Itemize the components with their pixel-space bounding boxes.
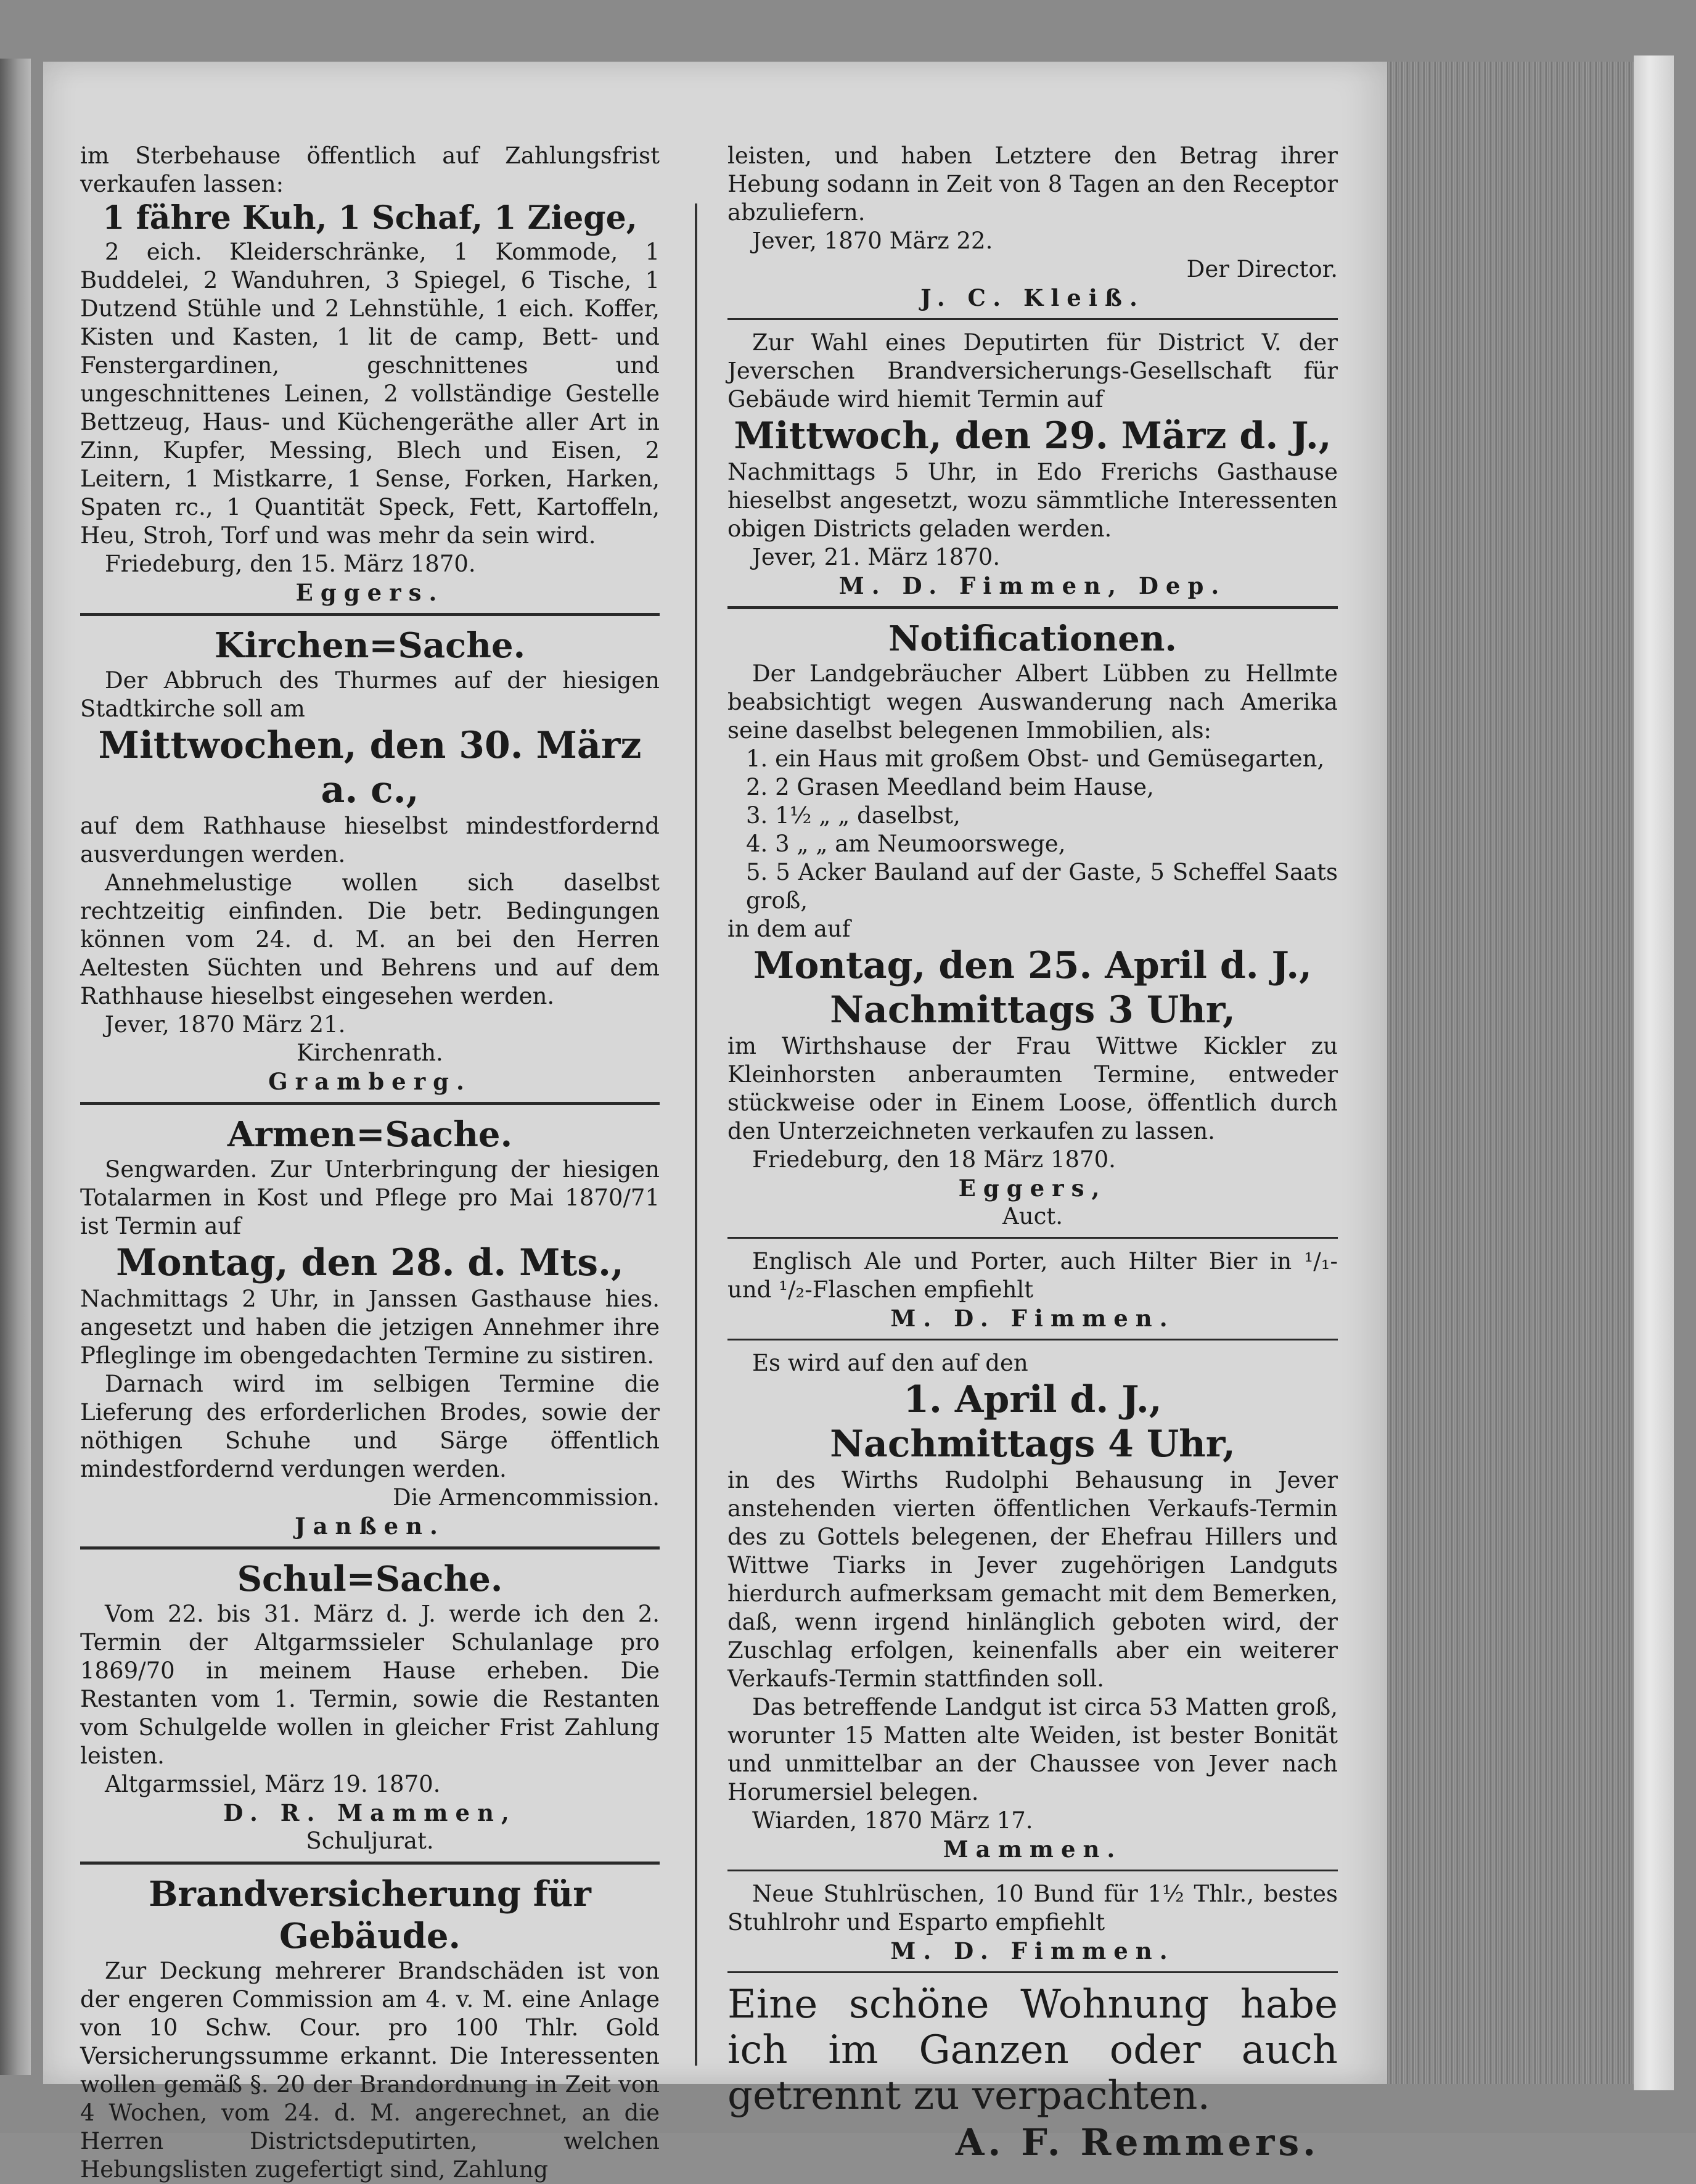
school-text: Vom 22. bis 31. März d. J. werde ich den 2. Termin der Altgarmssieler Schulanlage pro 1869/70 in meinem Hause erheben. Die Restanten vom 1. Termin, sowie die Restanten vom Schulgelde wollen in gleicher Frist Zahlung leisten.	[80, 1601, 660, 1769]
land-sale-date-2: Nachmittags 4 Uhr,	[830, 1422, 1235, 1466]
ale-signature: M. D. Fimmen.	[890, 1305, 1175, 1332]
election-text-2: Nachmittags 5 Uhr, in Edo Frerichs Gasthause hieselbst angesetzt, wozu sämmtliche Interessenten obigen Districts geladen werden.	[727, 459, 1338, 542]
left-column	[80, 142, 660, 2183]
notifications-signature: Eggers,	[958, 1175, 1107, 1202]
section-rule	[80, 1102, 660, 1105]
notifications-date-1: Montag, den 25. April d. J.,	[753, 944, 1313, 987]
estate-headline: 1 fähre Kuh, 1 Schaf, 1 Ziege,	[102, 199, 637, 237]
newspaper-page	[43, 62, 1387, 2183]
ale-text: Englisch Ale und Porter, auch Hilter Bier in ¹/₁- und ¹/₂-Flaschen empfiehlt	[727, 1248, 1338, 1303]
section-rule	[80, 613, 660, 616]
insurance-role: Der Director.	[1186, 256, 1338, 282]
fire-insurance-notice	[80, 1873, 660, 2184]
school-title: Schul=Sache.	[237, 1559, 503, 1599]
facing-page-edge	[0, 59, 31, 2075]
election-signature: M. D. Fimmen, Dep.	[838, 572, 1227, 599]
church-notice	[80, 625, 660, 1096]
notifications-notice	[727, 618, 1338, 1231]
land-sale-text-1: Es wird auf den auf den	[752, 1350, 1028, 1376]
land-sale-text-3: Das betreffende Landgut ist circa 53 Matten groß, worunter 15 Matten alte Weiden, ist bester Bonität und unmittelbar an der Chaussee von Jever nach Horumersiel belegen.	[727, 1694, 1338, 1805]
right-column	[727, 142, 1338, 2164]
poor-relief-notice	[80, 1114, 660, 1540]
section-rule	[80, 1862, 660, 1865]
notifications-text-3: im Wirthshause der Frau Wittwe Kickler zu Kleinhorsten anberaumten Termine, entweder stückweise oder in Einem Loose, öffentlich durch den Unterzeichneten verkaufen zu lassen.	[727, 1033, 1338, 1144]
chairs-advertisement	[727, 1880, 1338, 1965]
church-date: Mittwochen, den 30. März a. c.,	[98, 724, 642, 811]
notifications-title: Notificationen.	[888, 618, 1177, 659]
land-sale-place-date: Wiarden, 1870 März 17.	[752, 1807, 1033, 1834]
list-item: 3. 1½ „ „ daselbst,	[746, 802, 961, 829]
estate-intro: im Sterbehause öffentlich auf Zahlungsfrist verkaufen lassen:	[80, 142, 660, 197]
school-place-date: Altgarmssiel, März 19. 1870.	[105, 1771, 441, 1797]
estate-sale-notice	[80, 142, 660, 607]
land-sale-signature: Mammen.	[943, 1836, 1123, 1863]
election-text-1: Zur Wahl eines Deputirten für District V. der Jeverschen Brandversicherungs-Gesellschaft für Gebäude wird hiemit Termin auf	[727, 329, 1338, 413]
list-item: 5. 5 Acker Bauland auf der Gaste, 5 Scheffel Saats groß,	[746, 859, 1338, 914]
poor-date: Montag, den 28. d. Mts.,	[116, 1241, 624, 1284]
chairs-signature: M. D. Fimmen.	[890, 1937, 1175, 1964]
chairs-text: Neue Stuhlrüschen, 10 Bund für 1½ Thlr., bestes Stuhlrohr und Esparto empfiehlt	[727, 1881, 1338, 1936]
apartment-text: Eine schöne Wohnung habe ich im Ganzen oder auch getrennt zu verpachten.	[727, 1982, 1338, 2119]
election-place-date: Jever, 21. März 1870.	[752, 544, 1001, 570]
apartment-advertisement	[727, 1982, 1338, 2167]
section-rule	[80, 1546, 660, 1550]
section-rule	[727, 1971, 1338, 1973]
section-rule	[727, 1237, 1338, 1239]
poor-title: Armen=Sache.	[227, 1114, 513, 1155]
estate-items: 2 eich. Kleiderschränke, 1 Kommode, 1 Buddelei, 2 Wanduhren, 3 Spiegel, 6 Tische, 1 Dutzend Stühle und 2 Lehnstühle, 1 eich. Koffer, Kisten und Kasten, 1 lit de camp, Bett- und Fenstergardinen, geschnittenes und ungeschnittenes Leinen, 2 vollständige Gestelle Bettzeug, Haus- und Küchengeräthe aller Art in Zinn, Kupfer, Messing, Blech und Eisen, 2 Leitern, 1 Mistkarre, 1 Sense, Forken, Harken, Spaten rc., 1 Quantität Speck, Fett, Kartoffeln, Heu, Stroh, Torf und was mehr da sein wird.	[80, 239, 660, 549]
apartment-signature: A. F. Remmers.	[955, 2121, 1319, 2164]
land-sale-date-1: 1. April d. J.,	[903, 1378, 1162, 1421]
section-rule	[727, 1339, 1338, 1340]
notifications-text-1: Der Landgebräucher Albert Lübben zu Hellmte beabsichtigt wegen Auswanderung nach Amerika seine daselbst belegenen Immobilien, als:	[727, 660, 1338, 744]
estate-place-date: Friedeburg, den 15. März 1870.	[105, 551, 476, 577]
section-rule	[727, 606, 1338, 609]
section-rule	[727, 318, 1338, 320]
insurance-signature: J. C. Kleiß.	[920, 284, 1145, 311]
poor-text-1: Sengwarden. Zur Unterbringung der hiesigen Totalarmen in Kost und Pflege pro Mai 1870/71 ist Termin auf	[80, 1156, 660, 1239]
church-body: Kirchenrath.	[297, 1040, 443, 1066]
election-date: Mittwoch, den 29. März d. J.,	[734, 414, 1332, 458]
poor-body: Die Armencommission.	[392, 1484, 660, 1511]
notifications-date-2: Nachmittags 3 Uhr,	[830, 988, 1235, 1032]
poor-text-3: Darnach wird im selbigen Termine die Lieferung des erforderlichen Brodes, sowie der nöthigen Schuhe und Särge öffentlich mindestfordernd verdungen werden.	[80, 1371, 660, 1482]
land-sale-text-2: in des Wirths Rudolphi Behausung in Jever anstehenden vierten öffentlichen Verkaufs-Termin des zu Gottels belegenen, der Ehefrau Hillers und Wittwe Tiarks in Jever zugehörigen Landguts hierdurch aufmerksam gemacht mit dem Bemerken, daß, wenn irgend hinlänglich geboten wird, der Zuschlag erfolgen, keinenfalls aber ein weiterer Verkaufs-Termin stattfinden soll.	[727, 1467, 1338, 1692]
church-title: Kirchen=Sache.	[214, 625, 526, 666]
estate-signature: Eggers.	[295, 579, 444, 606]
church-text-2: auf dem Rathhause hieselbst mindestfordernd ausverdungen werden.	[80, 813, 660, 868]
ale-advertisement	[727, 1247, 1338, 1332]
church-place-date: Jever, 1870 März 21.	[105, 1011, 346, 1038]
notifications-text-2: in dem auf	[727, 916, 851, 942]
school-notice	[80, 1558, 660, 1855]
book-cover-edge	[1634, 55, 1674, 2090]
insurance-place-date: Jever, 1870 März 22.	[752, 228, 993, 254]
school-role: Schuljurat.	[306, 1828, 434, 1854]
list-item: 4. 3 „ „ am Neumoorswege,	[746, 831, 1066, 857]
column-divider	[695, 203, 697, 2066]
fire-insurance-text: Zur Deckung mehrerer Brandschäden ist von der engeren Commission am 4. v. M. eine Anlage von 10 Schw. Cour. pro 100 Thlr. Gold Versicherungssumme erkannt. Die Interessenten wollen gemäß §. 20 der Brandordnung in Zeit von 4 Wochen, vom 24. d. M. angerechnet, an die Herren Districtsdeputirten, welchen Hebungslisten zugefertigt sind, Zahlung	[80, 1958, 660, 2183]
poor-signature: Janßen.	[295, 1513, 445, 1540]
school-signature: D. R. Mammen,	[223, 1799, 517, 1826]
list-item: 1. ein Haus mit großem Obst- und Gemüsegarten,	[746, 745, 1325, 772]
insurance-continued	[727, 142, 1338, 312]
land-sale-notice	[727, 1349, 1338, 1863]
church-text-3: Annehmelustige wollen sich daselbst rechtzeitig einfinden. Die betr. Bedingungen können vom 24. d. M. an bei den Herren Aeltesten Süchten und Behrens und auf dem Rathhause hieselbst eingesehen werden.	[80, 869, 660, 1009]
notifications-place-date: Friedeburg, den 18 März 1870.	[752, 1146, 1116, 1173]
church-text-1: Der Abbruch des Thurmes auf der hiesigen Stadtkirche soll am	[80, 667, 660, 722]
insurance-continued-text: leisten, und haben Letztere den Betrag ihrer Hebung sodann in Zeit von 8 Tagen an den Receptor abzuliefern.	[727, 142, 1338, 226]
poor-text-2: Nachmittags 2 Uhr, in Janssen Gasthause hies. angesetzt und haben die jetzigen Annehmer ihre Pfleglinge im obengedachten Termine zu sistiren.	[80, 1286, 660, 1369]
book-page-edges	[1387, 62, 1634, 2084]
church-signature: Gramberg.	[268, 1068, 472, 1095]
election-notice	[727, 329, 1338, 600]
fire-insurance-title: Brandversicherung für Gebäude.	[149, 1874, 591, 1956]
list-item: 2. 2 Grasen Meedland beim Hause,	[746, 774, 1154, 800]
notifications-role: Auct.	[1002, 1203, 1063, 1230]
section-rule	[727, 1870, 1338, 1871]
